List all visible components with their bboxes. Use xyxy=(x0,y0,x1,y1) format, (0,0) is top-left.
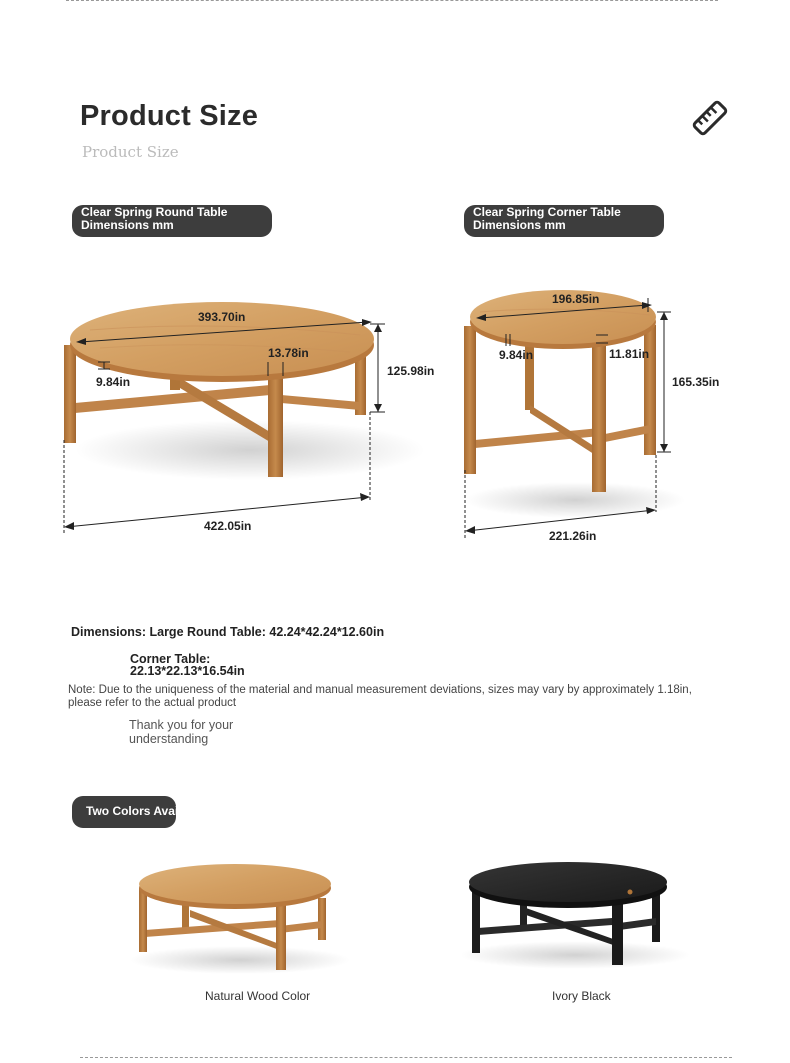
round-table-badge-name: Clear Spring Round Table xyxy=(81,205,228,219)
round-rim-label: 9.84in xyxy=(96,375,131,389)
two-colors-badge: Two Colors Available xyxy=(72,796,176,828)
round-table-drawing xyxy=(64,302,425,480)
large-table-dimensions: Dimensions: Large Round Table: 42.24*42.24*12.60in xyxy=(71,625,385,639)
natural-wood-table-image xyxy=(130,864,350,974)
thanks-line-2: understanding xyxy=(129,732,209,746)
round-height-label: 125.98in xyxy=(387,364,435,378)
page-title: Product Size xyxy=(80,100,259,132)
corner-table-badge-name: Clear Spring Corner Table xyxy=(473,205,621,219)
corner-table-dimensions xyxy=(130,653,245,677)
round-table-badge-units: Dimensions mm xyxy=(81,218,174,232)
natural-wood-caption: Natural Wood Color xyxy=(205,989,311,1003)
measurement-note: Note: Due to the uniqueness of the material and manual measurement deviations, sizes may vary by approximately 1.18in, please refer to the actual product xyxy=(68,684,692,709)
corner-rim-label: 9.84in xyxy=(499,348,534,362)
corner-leg-offset-label: 11.81in xyxy=(609,347,650,361)
thanks-message xyxy=(129,718,233,746)
ivory-black-table-image xyxy=(460,862,690,969)
corner-table-dimensions-value: 22.13*22.13*16.54in xyxy=(130,664,245,678)
thanks-line-1: Thank you for your xyxy=(129,718,234,732)
corner-table-drawing xyxy=(464,290,685,518)
corner-height-label: 165.35in xyxy=(672,375,720,389)
corner-table-dimensions-label: Corner Table: xyxy=(130,652,211,666)
round-base-width-label: 422.05in xyxy=(204,519,252,533)
corner-table-badge-units: Dimensions mm xyxy=(473,218,566,232)
bottom-divider xyxy=(80,1057,732,1058)
corner-top-diameter-label: 196.85in xyxy=(552,292,600,306)
round-leg-offset-label: 13.78in xyxy=(268,346,309,360)
page-subtitle: Product Size xyxy=(82,143,179,161)
corner-base-width-label: 221.26in xyxy=(549,529,597,543)
ivory-black-caption: Ivory Black xyxy=(552,989,611,1003)
round-top-diameter-label: 393.70in xyxy=(198,310,246,324)
